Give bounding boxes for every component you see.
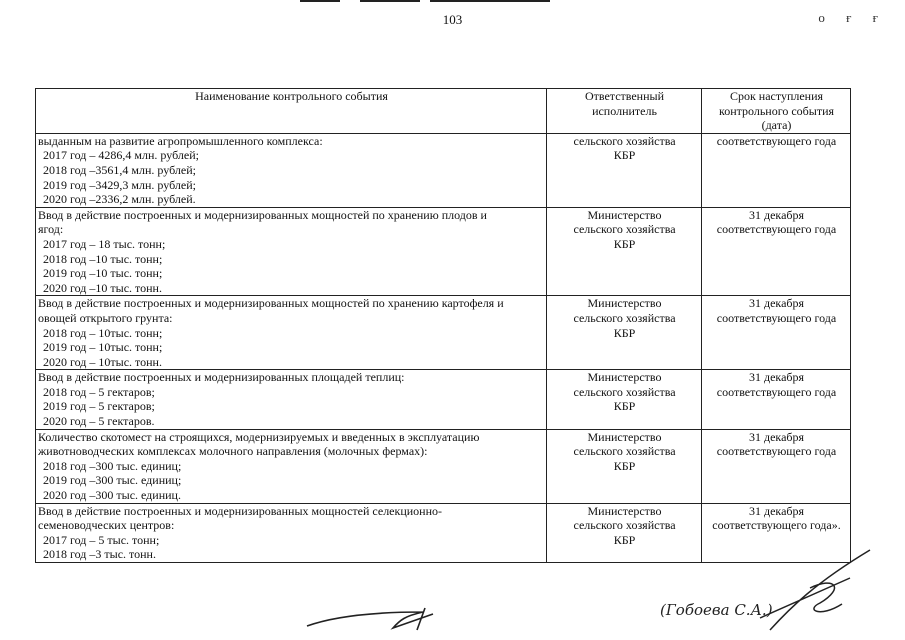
responsible-line: Министерство xyxy=(587,207,662,222)
deadline-line: соответствующего года xyxy=(716,444,837,459)
responsible-cell xyxy=(547,370,702,429)
handwritten-initials xyxy=(305,600,445,634)
responsible-line: сельского хозяйства xyxy=(573,518,676,533)
deadline-cell xyxy=(702,296,851,370)
event-line: семеноводческих центров: xyxy=(38,518,175,533)
responsible-line: КБР xyxy=(613,399,636,414)
event-cell xyxy=(36,429,547,503)
deadline-line: соответствующего года». xyxy=(712,518,841,533)
signature-name: (Гобоева С.А.) xyxy=(660,601,773,619)
table-row xyxy=(36,133,851,207)
responsible-line: сельского хозяйства xyxy=(573,222,676,237)
table-row xyxy=(36,429,851,503)
event-line: Ввод в действие построенных и модернизированных площадей теплиц: xyxy=(38,370,405,385)
event-line: 2017 год – 5 тыс. тонн; xyxy=(43,532,160,547)
scan-artifact-top xyxy=(300,0,560,4)
deadline-line: соответствующего года xyxy=(716,310,837,325)
deadline-cell xyxy=(702,133,851,207)
responsible-cell xyxy=(547,207,702,296)
responsible-line: сельского хозяйства xyxy=(573,384,676,399)
header-event-name: Наименование контрольного события xyxy=(36,89,547,134)
header-line: (дата) xyxy=(761,118,792,133)
event-line: 2019 год –300 тыс. единиц; xyxy=(43,473,182,488)
responsible-line: сельского хозяйства xyxy=(573,444,676,459)
responsible-line: КБР xyxy=(613,236,636,251)
header-line: Срок наступления xyxy=(729,89,824,103)
event-line: 2019 год – 10тыс. тонн; xyxy=(43,340,163,355)
event-line: ягод: xyxy=(38,222,64,237)
event-line: 2018 год – 10тыс. тонн; xyxy=(43,325,163,340)
header-line: Ответственный xyxy=(584,89,665,103)
deadline-line: 31 декабря xyxy=(748,207,805,222)
event-line: 2020 год –2336,2 млн. рублей. xyxy=(43,192,196,207)
header-line: контрольного события xyxy=(718,103,835,118)
event-line: 2020 год –300 тыс. единиц. xyxy=(43,488,181,503)
event-line: животноводческих комплексах молочного направления (молочных фермах): xyxy=(38,444,428,459)
responsible-line: КБР xyxy=(613,325,636,340)
event-cell xyxy=(36,503,547,562)
deadline-cell xyxy=(702,370,851,429)
deadline-line: 31 декабря xyxy=(748,429,805,444)
event-line: 2019 год – 5 гектаров; xyxy=(43,399,155,414)
event-line: 2017 год – 18 тыс. тонн; xyxy=(43,236,166,251)
responsible-line: КБР xyxy=(613,532,636,547)
responsible-line: КБР xyxy=(613,148,636,163)
event-line: 2018 год –3 тыс. тонн. xyxy=(43,547,156,562)
responsible-line: КБР xyxy=(613,458,636,473)
responsible-cell xyxy=(547,296,702,370)
header-responsible xyxy=(547,89,702,134)
event-line: 2019 год –10 тыс. тонн; xyxy=(43,266,163,281)
event-line: Ввод в действие построенных и модернизированных мощностей селекционно- xyxy=(38,503,443,518)
event-line: 2018 год –3561,4 млн. рублей; xyxy=(43,162,196,177)
control-events-table xyxy=(35,88,851,563)
event-line: 2018 год –300 тыс. единиц; xyxy=(43,458,182,473)
table-row xyxy=(36,370,851,429)
event-line: выданным на развитие агропромышленного комплекса: xyxy=(38,133,323,148)
header-deadline xyxy=(702,89,851,134)
event-line: Ввод в действие построенных и модернизированных мощностей по хранению плодов и xyxy=(38,207,487,222)
event-cell xyxy=(36,207,547,296)
deadline-line: соответствующего года xyxy=(716,133,837,148)
table-header-row xyxy=(36,89,851,134)
deadline-line: 31 декабря xyxy=(748,503,805,518)
event-line: 2019 год –3429,3 млн. рублей; xyxy=(43,177,196,192)
deadline-line: 31 декабря xyxy=(748,370,805,385)
responsible-line: Министерство xyxy=(587,370,662,385)
page-number: 103 xyxy=(442,12,463,27)
responsible-line: сельского хозяйства xyxy=(573,310,676,325)
deadline-line: 31 декабря xyxy=(748,296,805,311)
header-line: исполнитель xyxy=(592,103,657,118)
corner-marks: о ғ ғ xyxy=(818,10,887,25)
deadline-cell xyxy=(702,429,851,503)
table-row xyxy=(36,207,851,296)
event-line: Ввод в действие построенных и модернизированных мощностей по хранению картофеля и xyxy=(38,296,504,311)
event-cell xyxy=(36,296,547,370)
event-line: 2020 год – 5 гектаров. xyxy=(43,414,155,429)
event-line: 2018 год –10 тыс. тонн; xyxy=(43,251,163,266)
event-cell xyxy=(36,133,547,207)
event-line: 2020 год –10 тыс. тонн. xyxy=(43,280,162,295)
event-line: овощей открытого грунта: xyxy=(38,310,173,325)
event-line: 2017 год – 4286,4 млн. рублей; xyxy=(43,148,199,163)
event-cell xyxy=(36,370,547,429)
responsible-cell xyxy=(547,429,702,503)
event-line: 2020 год – 10тыс. тонн. xyxy=(43,354,162,369)
event-line: 2018 год – 5 гектаров; xyxy=(43,384,155,399)
responsible-line: Министерство xyxy=(587,429,662,444)
handwritten-signature xyxy=(650,548,880,632)
responsible-line: Министерство xyxy=(587,503,662,518)
deadline-cell xyxy=(702,207,851,296)
responsible-line: сельского хозяйства xyxy=(573,133,676,148)
responsible-line: Министерство xyxy=(587,296,662,311)
responsible-cell xyxy=(547,133,702,207)
event-line: Количество скотомест на строящихся, модернизируемых и введенных в эксплуатацию xyxy=(38,429,480,444)
deadline-line: соответствующего года xyxy=(716,222,837,237)
deadline-line: соответствующего года xyxy=(716,384,837,399)
table-row xyxy=(36,296,851,370)
